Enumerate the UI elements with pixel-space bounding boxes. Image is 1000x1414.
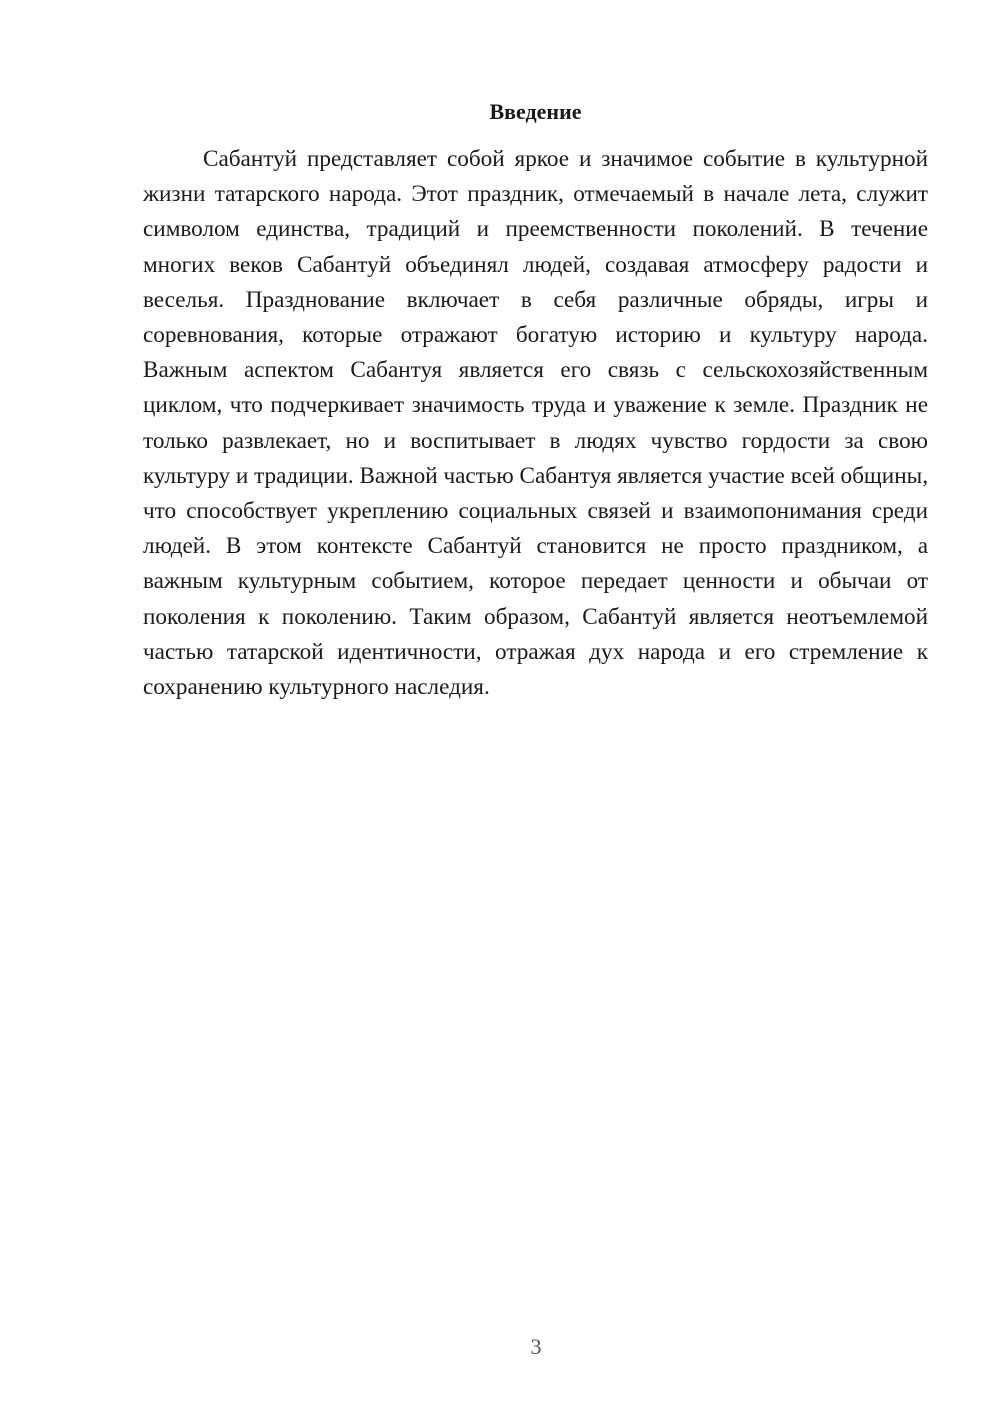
page-number: 3 [530, 1334, 542, 1359]
body-paragraph: Сабантуй представляет собой яркое и значимое событие в культурной жизни татарского народа. Этот праздник, отмечаемый в начале лета, служит символом единства, традиций и преемственности поколений. В течение многих веков Сабантуй объединял людей, создавая атмосферу радости и веселья. Празднование включает в себя различные обряды, игры и соревнования, которые отражают богатую историю и культуру народа. Важным аспектом Сабантуя является его связь с сельскохозяйственным циклом, что подчеркивает значимость труда и уважение к земле. Праздник не только развлекает, но и воспитывает в людях чувство гордости за свою культуру и традиции. Важной частью Сабантуя является участие всей общины, что способствует укреплению социальных связей и взаимопонимания среди людей. В этом контексте Сабантуй становится не просто праздником, а важным культурным событием, которое передает ценности и обычаи от поколения к поколению. Таким образом, Сабантуй является неотъемлемой частью татарской идентичности, отражая дух народа и его стремление к сохранению культурного наследия. [143, 146, 928, 701]
section-heading: Введение [489, 99, 582, 124]
